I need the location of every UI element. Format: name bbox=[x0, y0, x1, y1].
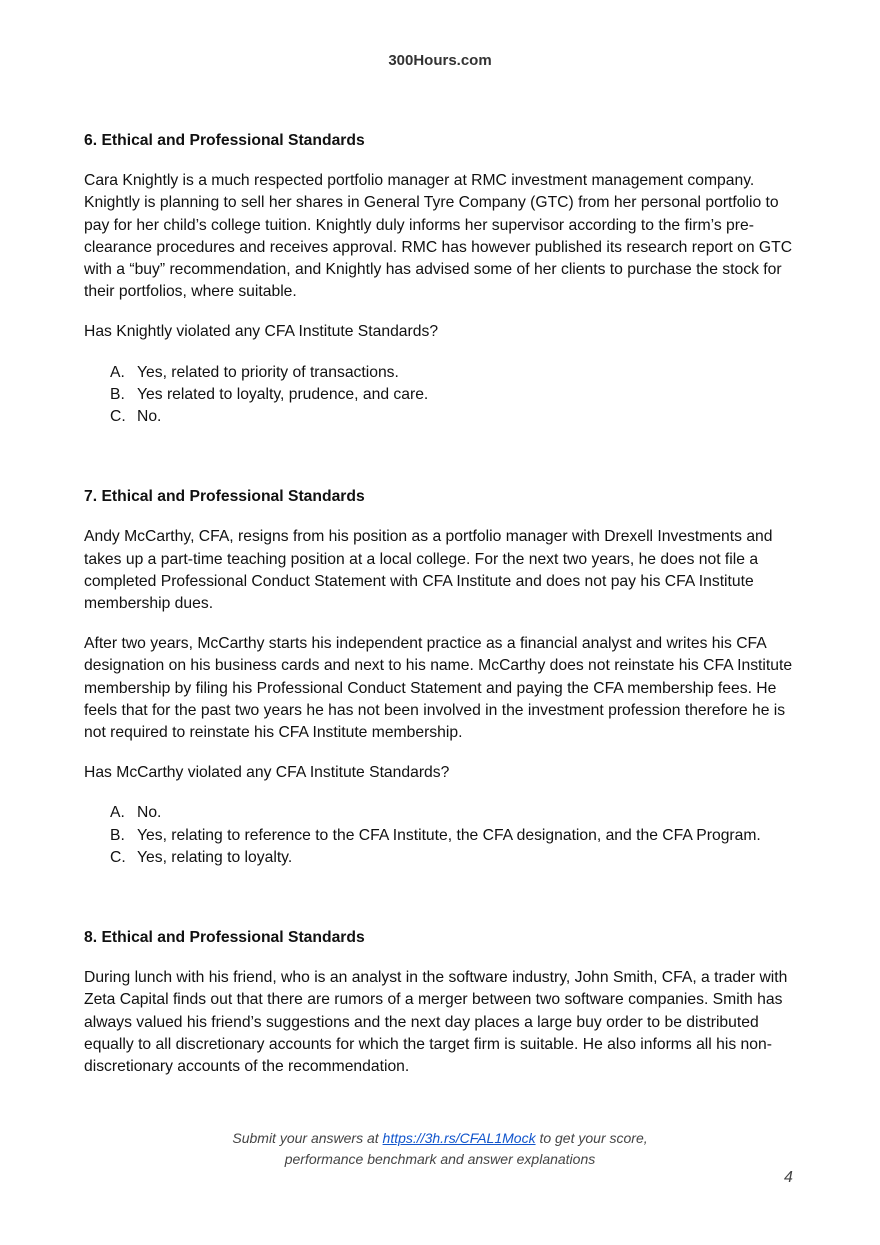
question-stem: Andy McCarthy, CFA, resigns from his position as a portfolio manager with Drexell Investments and takes up a part-time teaching position at a local college. For the next two years, he does not file a completed Professional Conduct Statement with CFA Institute and does not pay his CFA Institute membership dues. bbox=[84, 528, 773, 613]
question-6 bbox=[84, 130, 800, 428]
option-text: Yes, relating to loyalty. bbox=[137, 848, 293, 866]
page-footer bbox=[0, 1128, 880, 1169]
page-content bbox=[84, 130, 800, 1096]
option-letter: B. bbox=[110, 385, 125, 403]
question-title: 6. Ethical and Professional Standards bbox=[84, 132, 365, 149]
question-stem: Cara Knightly is a much respected portfolio manager at RMC investment management company. Knightly is planning to sell her shares in General Tyre Company (GTC) from her personal portfolio to pay for her child’s college tuition. Knightly duly informs her supervisor according to the firm’s pre-clearance procedures and receives approval. RMC has however published its research report on GTC with a “buy” recommendation, and Knightly has advised some of her clients to purchase the stock for their portfolios, where suitable. bbox=[84, 172, 793, 301]
option-text: Yes related to loyalty, prudence, and care. bbox=[137, 385, 429, 403]
answer-option-b bbox=[110, 384, 800, 406]
footer-prefix: Submit your answers at bbox=[232, 1130, 383, 1146]
question-stem: During lunch with his friend, who is an analyst in the software industry, John Smith, CFA, a trader with Zeta Capital finds out that there are rumors of a merger between two software companies. Smith has always valued his friend’s suggestions and the next day places a large buy order to be distributed equally to all discretionary accounts for which the target firm is suitable. He also informs all his non-discretionary accounts of the recommendation. bbox=[84, 969, 788, 1076]
answer-options bbox=[110, 362, 800, 429]
submit-answers-link[interactable]: https://3h.rs/CFAL1Mock bbox=[382, 1130, 536, 1146]
option-letter: B. bbox=[110, 826, 125, 844]
answer-option-a bbox=[110, 362, 800, 384]
footer-line-2: performance benchmark and answer explanations bbox=[284, 1150, 596, 1167]
question-prompt: Has Knightly violated any CFA Institute Standards? bbox=[84, 323, 439, 341]
option-letter: A. bbox=[110, 363, 125, 381]
footer-line-1 bbox=[0, 1128, 880, 1149]
footer-suffix: to get your score, bbox=[535, 1130, 648, 1146]
option-letter: C. bbox=[110, 408, 126, 426]
question-stem: After two years, McCarthy starts his independent practice as a financial analyst and writes his CFA designation on his business cards and next to his name. McCarthy does not reinstate his CFA Institute membership by filing his Professional Conduct Statement and paying the CFA membership fees. He feels that for the past two years he has not been involved in the investment profession therefore he is not required to reinstate his CFA Institute membership. bbox=[84, 635, 793, 742]
answer-option-c bbox=[110, 847, 800, 869]
answer-option-b bbox=[110, 825, 800, 847]
answer-option-a bbox=[110, 802, 800, 824]
question-title: 8. Ethical and Professional Standards bbox=[84, 929, 365, 947]
page-header: 300Hours.com bbox=[388, 52, 492, 69]
question-8 bbox=[84, 927, 800, 1078]
question-title: 7. Ethical and Professional Standards bbox=[84, 488, 365, 506]
page-number: 4 bbox=[784, 1169, 793, 1186]
question-prompt: Has McCarthy violated any CFA Institute Standards? bbox=[84, 764, 450, 782]
option-letter: A. bbox=[110, 804, 125, 822]
answer-options bbox=[110, 802, 800, 869]
option-text: Yes, relating to reference to the CFA Institute, the CFA designation, and the CFA Program. bbox=[137, 826, 761, 844]
question-7 bbox=[84, 486, 800, 869]
option-text: No. bbox=[137, 804, 162, 822]
answer-option-c bbox=[110, 406, 800, 428]
option-letter: C. bbox=[110, 848, 126, 866]
option-text: Yes, related to priority of transactions. bbox=[137, 363, 399, 381]
option-text: No. bbox=[137, 408, 162, 426]
